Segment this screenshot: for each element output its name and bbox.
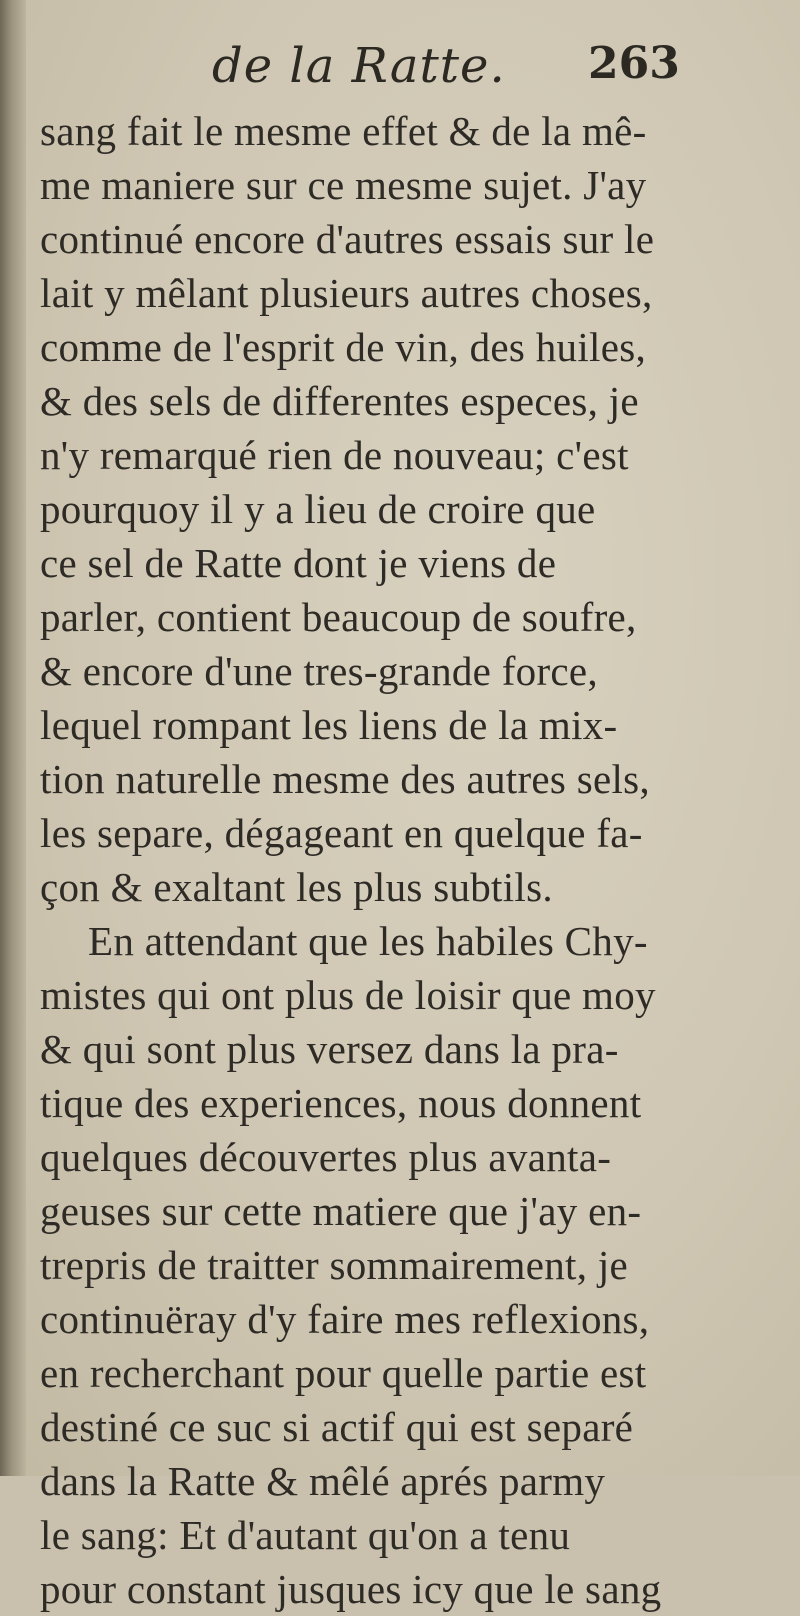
body-text	[40, 104, 760, 1616]
text-line: çon & exaltant les plus subtils.	[40, 864, 553, 910]
text-line: me maniere sur ce mesme sujet. J'ay	[40, 162, 647, 208]
running-title: de la Ratte.	[212, 38, 506, 94]
text-line: pour constant jusques icy que le sang	[40, 1566, 662, 1612]
text-line: sang fait le mesme effet & de la mê-	[40, 108, 647, 154]
text-line: mistes qui ont plus de loisir que moy	[40, 972, 656, 1018]
text-line: trepris de traitter sommairement, je	[40, 1242, 629, 1288]
text-line: comme de l'esprit de vin, des huiles,	[40, 324, 647, 370]
text-line: continué encore d'autres essais sur le	[40, 216, 655, 262]
text-line: le sang: Et d'autant qu'on a tenu	[40, 1512, 571, 1558]
text-line: n'y remarqué rien de nouveau; c'est	[40, 432, 629, 478]
text-line: geuses sur cette matiere que j'ay en-	[40, 1188, 642, 1234]
text-line: lait y mêlant plusieurs autres choses,	[40, 270, 653, 316]
text-line: parler, contient beaucoup de soufre,	[40, 594, 637, 640]
text-line: tion naturelle mesme des autres sels,	[40, 756, 650, 802]
text-line: & des sels de differentes especes, je	[40, 378, 639, 424]
text-line: ce sel de Ratte dont je viens de	[40, 540, 557, 586]
text-line: continuëray d'y faire mes reflexions,	[40, 1296, 650, 1342]
text-line: pourquoy il y a lieu de croire que	[40, 486, 596, 532]
page-number: 263	[588, 38, 680, 89]
text-line: en recherchant pour quelle partie est	[40, 1350, 647, 1396]
text-line: les separe, dégageant en quelque fa-	[40, 810, 643, 856]
book-binding-edge	[0, 0, 26, 1476]
text-line: tique des experiences, nous donnent	[40, 1080, 642, 1126]
text-line: destiné ce suc si actif qui est separé	[40, 1404, 634, 1450]
paragraph-start-line: En attendant que les habiles Chy-	[88, 918, 648, 964]
text-line: quelques découvertes plus avanta-	[40, 1134, 612, 1180]
text-line: lequel rompant les liens de la mix-	[40, 702, 618, 748]
text-line: & encore d'une tres-grande force,	[40, 648, 598, 694]
page-header	[0, 38, 800, 102]
text-line: dans la Ratte & mêlé aprés parmy	[40, 1458, 606, 1504]
text-line: & qui sont plus versez dans la pra-	[40, 1026, 619, 1072]
